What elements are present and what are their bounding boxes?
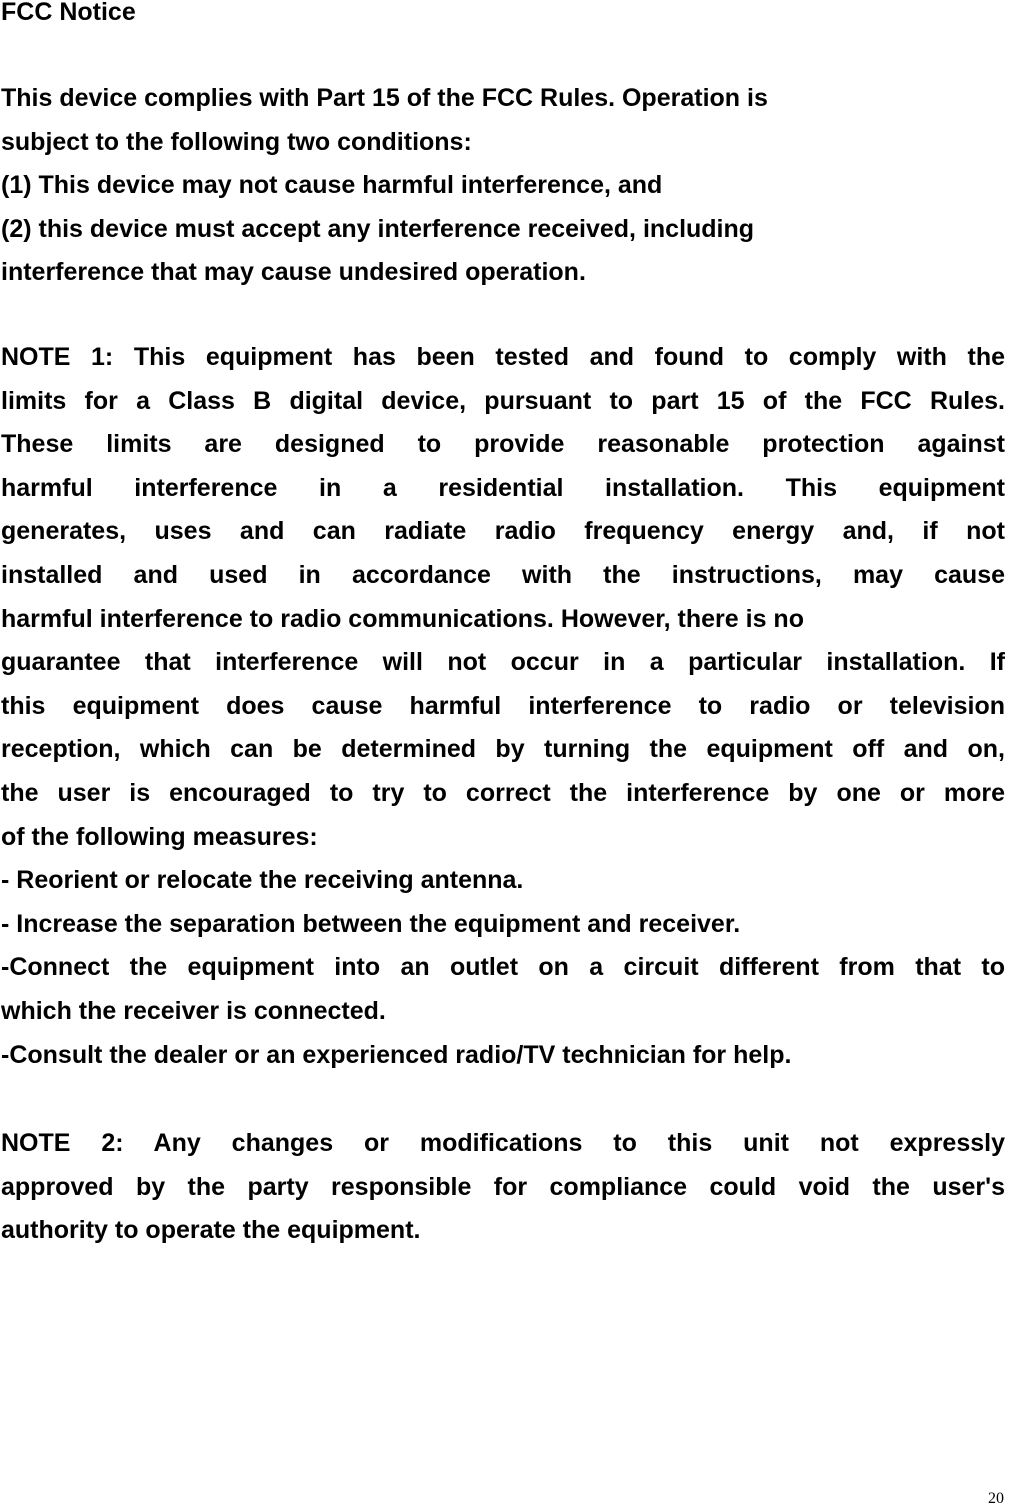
measure-item: -Connect the equipment into an outlet on a circuit different from that to (1, 953, 1005, 982)
note-1-line: generates, uses and can radiate radio frequency energy and, if not (1, 517, 1005, 546)
note-1-line: These limits are designed to provide reasonable protection against (1, 430, 1005, 459)
note-2-line: NOTE 2: Any changes or modifications to this unit not expressly (1, 1129, 1005, 1157)
note-1-line: harmful interference to radio communications. However, there is no (1, 604, 804, 633)
intro-line: This device complies with Part 15 of the FCC Rules. Operation is (1, 84, 768, 112)
note-1-line: limits for a Class B digital device, pursuant to part 15 of the FCC Rules. (1, 386, 1005, 415)
note-2-line: authority to operate the equipment. (1, 1216, 421, 1245)
note-1-line: installed and used in accordance with the instructions, may cause (1, 560, 1005, 589)
note-1-line: guarantee that interference will not occur in a particular installation. If (1, 648, 1005, 677)
note-1-line: of the following measures: (1, 822, 318, 851)
note-2-line: approved by the party responsible for compliance could void the user's (1, 1172, 1005, 1201)
page-number: 20 (988, 1490, 1004, 1507)
note-1-line: this equipment does cause harmful interference to radio or television (1, 691, 1005, 720)
note-1-line: NOTE 1: This equipment has been tested and found to comply with the (1, 343, 1005, 371)
condition-item: (1) This device may not cause harmful interference, and (1, 171, 663, 200)
intro-paragraph (1, 77, 1005, 295)
note-1-paragraph (1, 336, 1005, 1077)
page-title: FCC Notice (1, 0, 136, 26)
measure-item: which the receiver is connected. (1, 996, 386, 1025)
note-1-line: the user is encouraged to try to correct the interference by one or more (1, 778, 1005, 807)
measure-item: -Consult the dealer or an experienced radio/TV technician for help. (1, 1040, 792, 1069)
condition-item: (2) this device must accept any interference received, including (1, 214, 755, 243)
note-1-line: reception, which can be determined by turning the equipment off and on, (1, 735, 1005, 764)
note-1-line: harmful interference in a residential installation. This equipment (1, 473, 1005, 502)
intro-line: subject to the following two conditions: (1, 127, 472, 156)
measure-item: - Increase the separation between the equipment and receiver. (1, 909, 741, 938)
note-2-paragraph (1, 1122, 1005, 1253)
condition-item: interference that may cause undesired operation. (1, 258, 586, 287)
measure-item: - Reorient or relocate the receiving antenna. (1, 866, 524, 895)
